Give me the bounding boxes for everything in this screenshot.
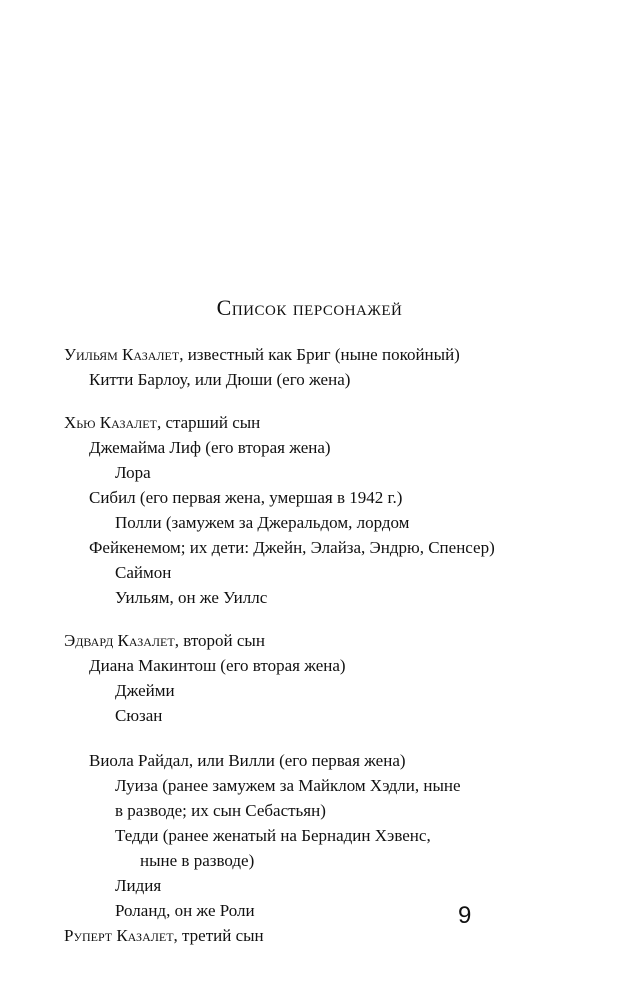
entry-william bbox=[64, 345, 460, 365]
entry-polly-line1: Полли (замужем за Джеральдом, лордом bbox=[115, 513, 410, 532]
entry-viola: Виола Райдал, или Вилли (его первая жена) bbox=[89, 751, 406, 770]
entry-diana: Диана Макинтош (его вторая жена) bbox=[89, 656, 346, 675]
entry-rupert bbox=[64, 926, 264, 946]
character-description: , старший сын bbox=[156, 413, 261, 432]
character-name: Эдвард Казалет bbox=[64, 631, 175, 650]
entry-teddy-line2: ныне в разводе) bbox=[140, 851, 255, 870]
character-description: , третий сын bbox=[173, 926, 264, 945]
entry-polly-line2: Фейкенемом; их дети: Джейн, Элайза, Эндрю, Спенсер) bbox=[89, 538, 495, 557]
page-title: Список персонажей bbox=[216, 295, 403, 320]
entry-kitty: Китти Барлоу, или Дюши (его жена) bbox=[89, 370, 351, 389]
entry-laura: Лора bbox=[115, 463, 151, 482]
character-name: Хью Казалет bbox=[64, 413, 157, 432]
entry-sybil: Сибил (его первая жена, умершая в 1942 г.) bbox=[89, 488, 403, 507]
character-name: Уильям Казалет bbox=[64, 345, 180, 364]
entry-louise-line2: в разводе; их сын Себастьян) bbox=[115, 801, 326, 820]
entry-teddy-line1: Тедди (ранее женатый на Бернадин Хэвенс, bbox=[115, 826, 431, 845]
entry-simon: Саймон bbox=[115, 563, 172, 582]
entry-roland: Роланд, он же Роли bbox=[115, 901, 255, 920]
entry-hugh bbox=[64, 413, 260, 433]
entry-jamie: Джейми bbox=[115, 681, 175, 700]
entry-wills: Уильям, он же Уиллс bbox=[115, 588, 268, 607]
entry-susan: Сюзан bbox=[115, 706, 163, 725]
character-name: Руперт Казалет bbox=[64, 926, 174, 945]
entry-lydia: Лидия bbox=[115, 876, 162, 895]
character-description: , второй сын bbox=[174, 631, 265, 650]
character-description: , известный как Бриг (ныне покойный) bbox=[179, 345, 460, 364]
entry-louise-line1: Луиза (ранее замужем за Майклом Хэдли, ныне bbox=[115, 776, 461, 795]
entry-edward bbox=[64, 631, 265, 651]
entry-jemima: Джемайма Лиф (его вторая жена) bbox=[89, 438, 331, 457]
page-number: 9 bbox=[458, 902, 472, 929]
